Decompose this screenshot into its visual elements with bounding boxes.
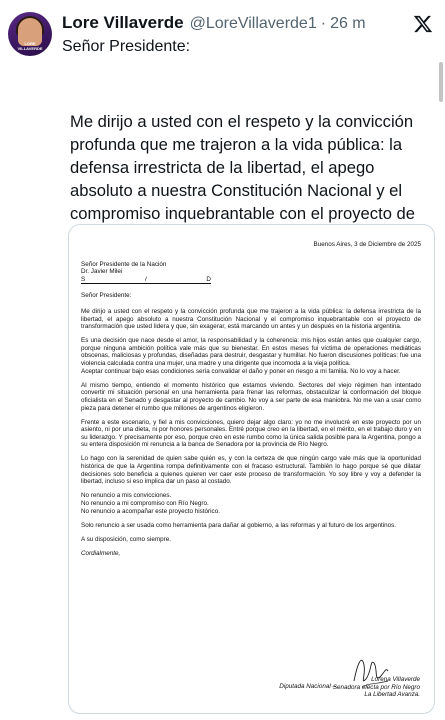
recipient-sd xyxy=(81,276,211,285)
letter-paragraph: Frente a este escenario, y fiel a mis convicciones, quiero dejar algo claro: yo no me involucré en este proyecto por un asiento, ni por una dieta, ni por honores personales. Entré porque creo en la libertad, en el mérito, en el trabajo duro y en su liderazgo. Y precisamente por eso, porque creo en este rumbo como la única salida posible para la Argentina, pongo a su entera disposición mi renuncia a la banca de Senadora por la provincia de Río Negro. xyxy=(81,418,421,449)
letter-list-item: No renuncio a mi compromiso con Río Negro. xyxy=(81,499,209,507)
sd-right: D xyxy=(206,275,211,283)
letter-paragraph: Es una decisión que nace desde el amor, la responsabilidad y la coherencia: mis hijos están antes que cualquier cargo, porque ninguna ambición política vale más que su bienestar. En estos meses fui víctima de operaciones mediáticas obscenas, maliciosas y profundas, diseñadas para destruir, desgastar y humillar. No fueron discusiones políticas: fue una violencia calculada contra una mujer, una madre y una dirigente que incomoda a la vieja política. xyxy=(81,337,421,368)
letter-list-item: No renuncio a mis convicciones. xyxy=(81,492,172,500)
recipient-line-2: Dr. Javier Milei xyxy=(81,268,123,276)
letter-list-item: No renuncio a acompañar este proyecto histórico. xyxy=(81,507,220,515)
letter-recipient xyxy=(81,261,421,285)
letter-final-paragraph: Solo renuncio a ser usada como herramienta para dañar al gobierno, a las reformas y al futuro de los argentinos. xyxy=(81,521,397,529)
letter-paragraph: Aceptar continuar bajo esas condiciones sería convalidar el daño y poner en riesgo a mi familia. No lo voy a hacer. xyxy=(81,367,401,375)
sd-left: S xyxy=(81,275,86,283)
author-name[interactable]: Lore Villaverde xyxy=(62,13,184,32)
scrollbar[interactable] xyxy=(439,0,443,110)
letter-document xyxy=(81,241,421,564)
letter-salutation: Señor Presidente: xyxy=(81,292,132,300)
scrollbar-thumb[interactable] xyxy=(439,62,443,102)
letter-date: Buenos Aires, 3 de Diciembre de 2025 xyxy=(313,241,421,248)
avatar[interactable] xyxy=(8,12,52,56)
tweet-timestamp[interactable]: 26 m xyxy=(330,15,366,32)
letter-paragraph: Lo hago con la serenidad de quien sabe quién es, y con la certeza de que ningún cargo vale más que la oportunidad histórica de que la Argentina rompa definitivamente con el fracaso estructural. También lo hago porque sé que dilatar decisiones solo beneficia a quienes quieren ver caer este proceso de transformación. Yo soy libre y voy a defender la libertad, incluso si eso implica dar un paso al costado. xyxy=(81,455,421,486)
letter-signature-block xyxy=(279,676,420,699)
tweet-greeting: Señor Presidente: xyxy=(62,38,191,55)
tweet-body-text: Me dirijo a usted con el respeto y la convicción profunda que me trajeron a la vida pública: la defensa irrestricta de la libertad, el apego absoluto a nuestra Constitución Nacional y el compromiso inquebrantable con el proyecto de xyxy=(70,112,415,223)
letter-paragraph: Me dirijo a usted con el respeto y la convicción profunda que me trajeron a la vida pública: la defensa irrestricta de la libertad, el apego absoluto a nuestra Constitución Nacional y el compromiso inquebrantable con el proyecto de transformación que usted lidera y que, sin exagerar, está marcando un antes y un después en la historia argentina. xyxy=(81,307,421,331)
signature-role: Diputada Nacional – xyxy=(279,683,336,691)
letter-closing: Cordialmente, xyxy=(81,549,121,557)
signature-party: La Libertad Avanza. xyxy=(364,691,420,699)
header-separator: · xyxy=(320,15,327,32)
signature-name: Lorena Villaverde xyxy=(371,676,420,684)
x-logo-icon[interactable] xyxy=(413,14,433,34)
letter-image[interactable] xyxy=(68,224,435,714)
tweet-header xyxy=(62,13,409,37)
avatar-caption: LORE VILLAVERDE xyxy=(17,41,43,51)
letter-disposition: A su disposición, como siempre. xyxy=(81,535,171,543)
sd-mid: / xyxy=(144,275,147,283)
signature-title: Senadora electa por Río Negro xyxy=(332,683,420,691)
recipient-line-1: Señor Presidente de la Nación xyxy=(81,260,167,268)
letter-paragraph: Al mismo tiempo, entiendo el momento histórico que estamos viviendo. Sectores del viejo régimen han intentado convertir mi situación personal en una herramienta para frenar las reformas, obstaculizar la conformación del bloque oficialista en el Senado y desgastar al proyecto de cambio. No voy a ser parte de esa maniobra. No me van a usar como pieza para detener el rumbo que millones de argentinos eligieron. xyxy=(81,381,421,412)
author-handle[interactable]: @LoreVillaverde1 xyxy=(189,15,317,32)
